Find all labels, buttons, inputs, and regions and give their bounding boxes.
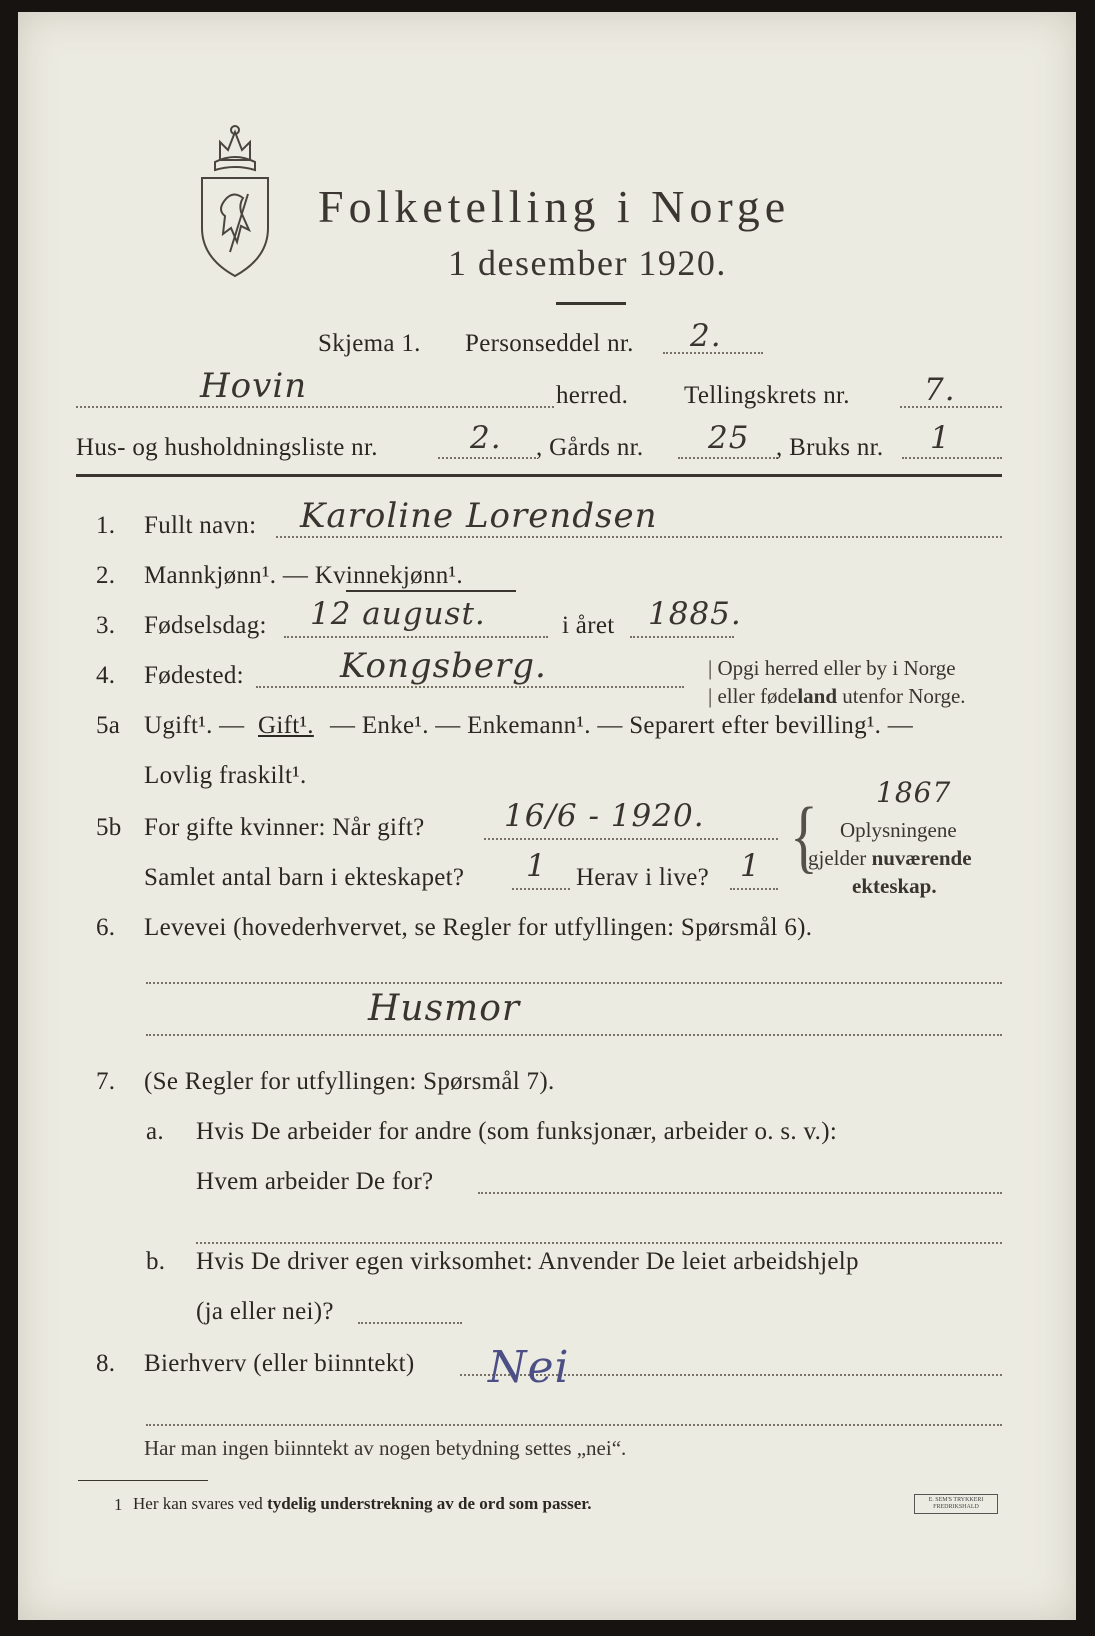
q7-label: (Se Regler for utfyllingen: Spørsmål 7). [144,1068,555,1095]
living-value[interactable]: 1 [740,848,761,884]
gards-line [678,457,778,459]
q8-number: 8. [96,1350,116,1377]
birthday-value[interactable]: 12 august. [310,596,486,632]
gards-label: , Gårds nr. [536,434,644,461]
birthday-line [284,636,548,638]
q4-note-line1: | Opgi herred eller by i Norge [708,656,956,680]
personseddel-label: Personseddel nr. [465,330,634,357]
employer-line-1[interactable] [478,1192,1002,1194]
q5a-other-options[interactable]: — Enke¹. — Enkemann¹. — Separert efter bevilling¹. — [330,712,914,739]
footnote-divider [78,1480,208,1481]
header-divider [76,474,1002,477]
children-label: Samlet antal barn i ekteskapet? [144,864,465,891]
q4-number: 4. [96,662,116,689]
q7b-label: Hvis De driver egen virksomhet: Anvender De leiet arbeidshjelp [196,1248,859,1275]
q7a-letter: a. [146,1118,164,1145]
husholdningsliste-line [438,457,536,459]
full-name-value[interactable]: Karoline Lorendsen [300,496,658,536]
q7-number: 7. [96,1068,116,1095]
q6-label: Levevei (hovederhvervet, se Regler for utfyllingen: Spørsmål 6). [144,914,813,941]
q7a-label: Hvis De arbeider for andre (som funksjonær, arbeider o. s. v.): [196,1118,838,1145]
q3-number: 3. [96,612,116,639]
living-line [730,888,778,890]
title-divider [556,302,626,305]
printer-stamp [914,1494,998,1514]
norway-coat-of-arms-icon [190,120,280,280]
bruks-value[interactable]: 1 [930,420,951,456]
q1-number: 1. [96,512,116,539]
q5a-gift-selected[interactable]: Gift¹. [258,712,314,739]
herred-label: herred. [556,382,629,409]
q5b-note-1: Oplysningene [840,818,957,842]
gender-underline [346,590,516,592]
q5b-brace: { [790,790,818,881]
q5a-number: 5a [96,712,121,739]
married-date-line [484,838,778,840]
q1-line [276,536,1002,538]
q5b-number: 5b [96,814,122,841]
occupation-line-1 [146,982,1002,984]
q6-number: 6. [96,914,116,941]
gards-value[interactable]: 25 [708,420,750,456]
q4-note-line2: | eller fødeland utenfor Norge. [708,684,966,708]
q5b-note-2: gjelder nuværende [808,846,972,870]
q8-label: Bierhverv (eller biinntekt) [144,1350,415,1377]
q7b-letter: b. [146,1248,166,1275]
q3-year-label: i året [562,612,615,639]
skjema-label: Skjema 1. [318,330,421,357]
q5a-fraskilt[interactable]: Lovlig fraskilt¹. [144,762,307,789]
occupation-line-2 [146,1034,1002,1036]
q7a-question: Hvem arbeider De for? [196,1168,434,1195]
footnote-text: Her kan svares ved tydelig understrekning av de ord som passer. [133,1494,592,1513]
herred-value[interactable]: Hovin [200,366,308,406]
side-income-value[interactable]: Nei [488,1342,570,1393]
q5a-ugift[interactable]: Ugift¹. — [144,712,245,739]
tellingskrets-label: Tellingskrets nr. [684,382,850,409]
census-form [18,12,1076,1620]
birthplace-line [256,686,684,688]
q7b-question: (ja eller nei)? [196,1298,334,1325]
form-title: Folketelling i Norge [318,181,791,232]
q1-label: Fullt navn: [144,512,257,539]
occupation-value[interactable]: Husmor [368,988,521,1029]
q3-label: Fødselsdag: [144,612,267,639]
personseddel-value[interactable]: 2. [690,318,722,354]
q4-label: Fødested: [144,662,244,689]
married-date-value[interactable]: 16/6 - 1920. [504,798,705,834]
herred-line [76,406,554,408]
side-income-line-2 [146,1424,1002,1426]
children-value[interactable]: 1 [526,848,547,884]
bruks-label: , Bruks nr. [776,434,884,461]
form-subtitle: 1 desember 1920. [448,243,727,283]
husholdningsliste-value[interactable]: 2. [470,420,502,456]
q5b-annotation: 1867 [876,776,952,809]
children-line [512,888,570,890]
footnote-marker: 1 [114,1495,123,1514]
q8-note: Har man ingen biinntekt av nogen betydning settes „nei“. [144,1436,627,1460]
birthplace-value[interactable]: Kongsberg. [340,646,547,686]
printer-stamp-line2: FREDRIKSHALD [933,1504,979,1510]
q2-number: 2. [96,562,116,589]
gender-options[interactable]: Mannkjønn¹. — Kvinnekjønn¹. [144,562,463,589]
printer-stamp-line1: E. SEM'S TRYKKERI [928,1497,984,1503]
bruks-line [902,457,1002,459]
birthyear-value[interactable]: 1885. [648,596,742,632]
living-label: Herav i live? [576,864,710,891]
tellingskrets-value[interactable]: 7. [924,372,956,408]
q5b-note-3: ekteskap. [852,874,937,898]
q5b-label: For gifte kvinner: Når gift? [144,814,425,841]
hired-help-line[interactable] [358,1322,462,1324]
employer-line-2[interactable] [196,1242,1002,1244]
birthyear-line [630,636,734,638]
husholdningsliste-label: Hus- og husholdningsliste nr. [76,434,378,461]
